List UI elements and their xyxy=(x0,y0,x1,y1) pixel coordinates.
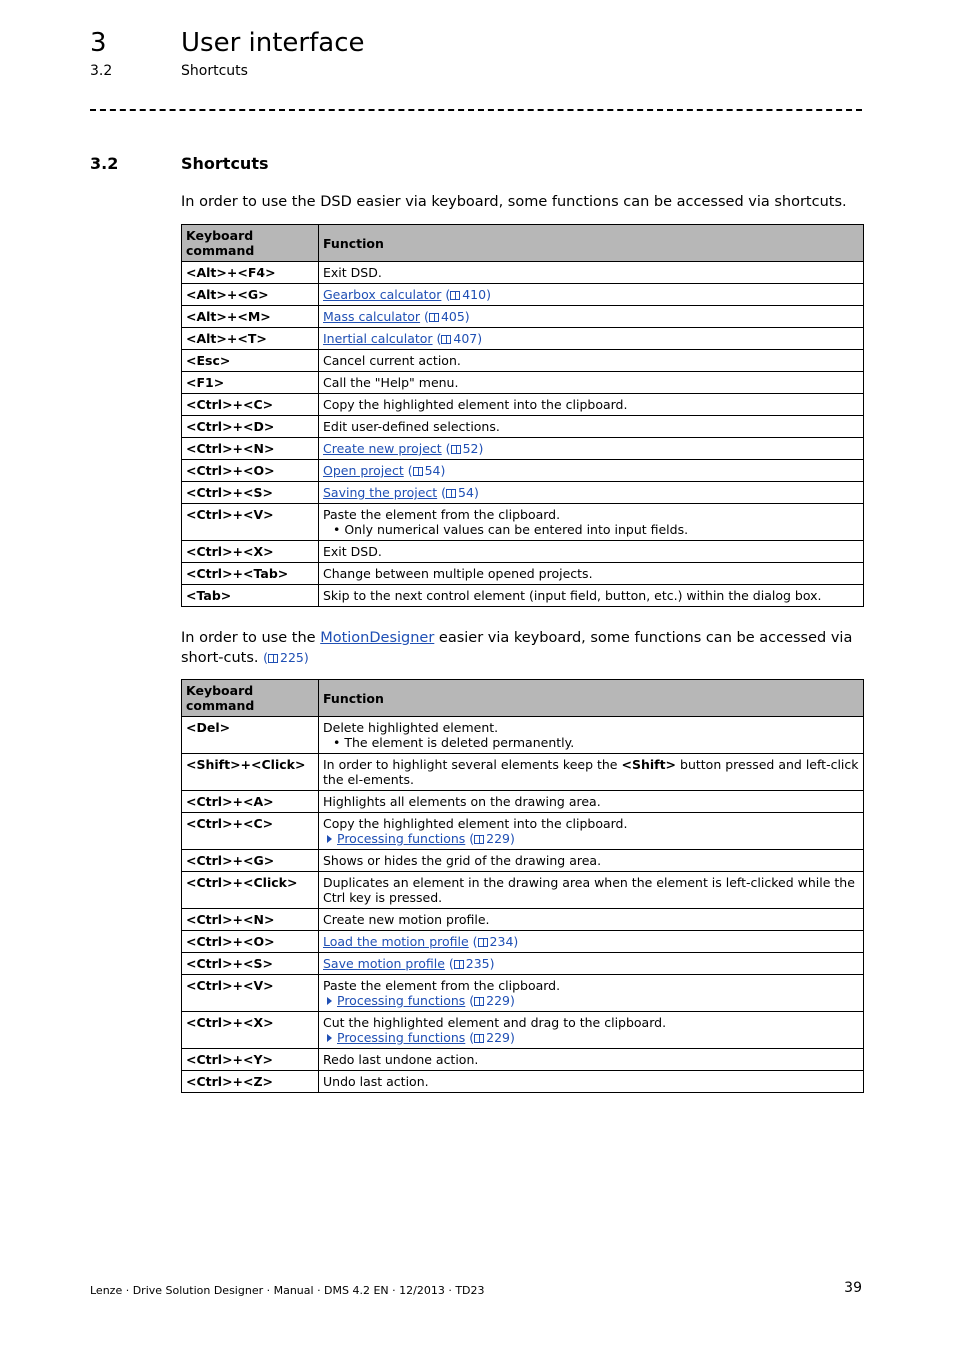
table-row xyxy=(182,460,864,482)
section-header-title: Shortcuts xyxy=(181,63,248,79)
function-cell xyxy=(319,850,864,872)
keyboard-command: <F1> xyxy=(182,372,319,394)
intro2-text-after: easier via keyboard, some functions can be accessed via short-cuts. xyxy=(181,630,853,666)
table-row xyxy=(182,585,864,607)
function-text: Highlights all elements on the drawing area. xyxy=(323,794,601,809)
function-text: Paste the element from the clipboard. xyxy=(323,978,561,993)
page-reference[interactable]: ( 54) xyxy=(403,463,446,478)
book-icon xyxy=(454,960,464,969)
book-icon xyxy=(451,445,461,454)
page-ref-number: 229 xyxy=(486,1030,511,1045)
page-reference[interactable]: ( 229) xyxy=(465,1030,515,1045)
keyboard-command: <Ctrl>+<X> xyxy=(182,1012,319,1049)
function-text: Redo last undone action. xyxy=(323,1052,479,1067)
page-number: 39 xyxy=(844,1280,862,1296)
function-text: Exit DSD. xyxy=(323,544,382,559)
page-ref-number: 229 xyxy=(486,831,511,846)
keyboard-command: <Ctrl>+<S> xyxy=(182,482,319,504)
function-text: Cut the highlighted element and drag to the clipboard. xyxy=(323,1015,667,1030)
cross-reference xyxy=(323,993,859,1008)
keyboard-command: <Ctrl>+<N> xyxy=(182,909,319,931)
table-row xyxy=(182,306,864,328)
table-row xyxy=(182,872,864,909)
footer-text: Lenze · Drive Solution Designer · Manual · DMS 4.2 EN · 12/2013 · TD23 xyxy=(90,1284,485,1297)
table-row xyxy=(182,1071,864,1093)
page-ref-number: 52 xyxy=(462,441,479,456)
arrow-right-icon xyxy=(327,835,332,843)
page-reference[interactable]: ( 410) xyxy=(441,287,491,302)
page-ref-number: 225 xyxy=(280,650,304,665)
function-cell xyxy=(319,372,864,394)
intro2-text-before: In order to use the xyxy=(181,630,321,646)
table-row xyxy=(182,1049,864,1071)
function-text: Shows or hides the grid of the drawing area. xyxy=(323,853,602,868)
book-icon xyxy=(413,467,423,476)
table-row xyxy=(182,541,864,563)
book-icon xyxy=(474,1034,484,1043)
page-reference[interactable]: ( 407) xyxy=(432,331,483,346)
table-row xyxy=(182,262,864,284)
function-text: Paste the element from the clipboard. xyxy=(323,507,561,522)
function-cell xyxy=(319,813,864,850)
dsd-shortcuts-table xyxy=(181,224,864,607)
page-ref-number: 234 xyxy=(489,934,514,949)
keyboard-command: <Ctrl>+<C> xyxy=(182,394,319,416)
table-row xyxy=(182,931,864,953)
keyboard-command: <Ctrl>+<A> xyxy=(182,791,319,813)
function-cell xyxy=(319,872,864,909)
function-note: • Only numerical values can be entered into input fields. xyxy=(333,522,689,537)
book-icon xyxy=(446,489,456,498)
book-icon xyxy=(441,335,451,344)
function-cell xyxy=(319,717,864,754)
cross-reference-link[interactable]: Processing functions xyxy=(337,831,466,846)
page-reference[interactable]: ( 235) xyxy=(444,956,495,971)
keyboard-command: <Esc> xyxy=(182,350,319,372)
keyboard-command: <Ctrl>+<Y> xyxy=(182,1049,319,1071)
cross-reference-link[interactable]: Processing functions xyxy=(337,1030,466,1045)
table-row xyxy=(182,791,864,813)
function-cell xyxy=(319,350,864,372)
function-cell xyxy=(319,416,864,438)
function-link[interactable]: Inertial calculator xyxy=(323,331,433,346)
motiondesigner-shortcuts-table xyxy=(181,679,864,1093)
function-text: Copy the highlighted element into the clipboard. xyxy=(323,816,628,831)
keyboard-command: <Ctrl>+<Z> xyxy=(182,1071,319,1093)
keyboard-command: <Ctrl>+<N> xyxy=(182,438,319,460)
function-cell xyxy=(319,931,864,953)
keyboard-command: <Ctrl>+<G> xyxy=(182,850,319,872)
motiondesigner-link[interactable]: MotionDesigner xyxy=(320,630,435,646)
column-header-function: Function xyxy=(319,680,864,717)
function-cell xyxy=(319,975,864,1012)
function-text: Copy the highlighted element into the clipboard. xyxy=(323,397,628,412)
table-row xyxy=(182,975,864,1012)
function-cell xyxy=(319,438,864,460)
table-row xyxy=(182,438,864,460)
book-icon xyxy=(474,835,484,844)
column-header-keyboard-command: Keyboard command xyxy=(182,680,319,717)
function-link[interactable]: Gearbox calculator xyxy=(323,287,442,302)
keyboard-command: <Alt>+<G> xyxy=(182,284,319,306)
function-cell xyxy=(319,306,864,328)
function-text: Duplicates an element in the drawing area when the element is left-clicked while the Ctrl key is pressed. xyxy=(323,875,855,905)
function-cell xyxy=(319,482,864,504)
keyboard-command: <Ctrl>+<O> xyxy=(182,460,319,482)
keyboard-command: <Alt>+<F4> xyxy=(182,262,319,284)
page-reference[interactable]: ( 229) xyxy=(465,993,515,1008)
table-row xyxy=(182,372,864,394)
function-link[interactable]: Save motion profile xyxy=(323,956,445,971)
function-text: Create new motion profile. xyxy=(323,912,490,927)
page-reference[interactable]: ( 54) xyxy=(437,485,479,500)
function-text: Cancel current action. xyxy=(323,353,461,368)
page-ref-number: 410 xyxy=(462,287,487,302)
key-name: <Shift> xyxy=(621,757,677,772)
table-row xyxy=(182,909,864,931)
keyboard-command: <Ctrl>+<O> xyxy=(182,931,319,953)
section-header-number: 3.2 xyxy=(90,63,113,79)
function-cell xyxy=(319,585,864,607)
page-ref-number: 229 xyxy=(486,993,511,1008)
keyboard-command: <Shift>+<Click> xyxy=(182,754,319,791)
header-separator xyxy=(90,109,862,111)
function-link[interactable]: Open project xyxy=(323,463,404,478)
function-link[interactable]: Saving the project xyxy=(323,485,438,500)
function-cell xyxy=(319,1049,864,1071)
page-ref-number: 407 xyxy=(453,331,478,346)
function-cell xyxy=(319,460,864,482)
function-text: Skip to the next control element (input field, button, etc.) within the dialog box. xyxy=(323,588,822,603)
keyboard-command: <Ctrl>+<D> xyxy=(182,416,319,438)
table-row xyxy=(182,953,864,975)
keyboard-command: <Alt>+<T> xyxy=(182,328,319,350)
intro-paragraph-motiondesigner xyxy=(181,628,864,668)
table-header-row xyxy=(182,225,864,262)
table-row xyxy=(182,284,864,306)
function-link[interactable]: Mass calculator xyxy=(323,309,421,324)
table-row xyxy=(182,482,864,504)
function-cell xyxy=(319,953,864,975)
column-header-function: Function xyxy=(319,225,864,262)
function-cell xyxy=(319,541,864,563)
keyboard-command: <Ctrl>+<V> xyxy=(182,975,319,1012)
table-row xyxy=(182,813,864,850)
page-reference[interactable]: ( 405) xyxy=(420,309,470,324)
function-text: Undo last action. xyxy=(323,1074,429,1089)
table-row xyxy=(182,328,864,350)
keyboard-command: <Alt>+<M> xyxy=(182,306,319,328)
function-cell xyxy=(319,262,864,284)
page-reference[interactable]: ( 234) xyxy=(468,934,519,949)
function-cell xyxy=(319,328,864,350)
function-cell xyxy=(319,284,864,306)
page-reference[interactable]: ( 225) xyxy=(263,650,309,665)
keyboard-command: <Ctrl>+<X> xyxy=(182,541,319,563)
cross-reference xyxy=(323,1030,859,1045)
keyboard-command: <Del> xyxy=(182,717,319,754)
chapter-number: 3 xyxy=(90,28,107,58)
function-cell xyxy=(319,1071,864,1093)
function-cell xyxy=(319,909,864,931)
keyboard-command: <Tab> xyxy=(182,585,319,607)
page-ref-number: 54 xyxy=(424,463,441,478)
arrow-right-icon xyxy=(327,1034,332,1042)
keyboard-command: <Ctrl>+<C> xyxy=(182,813,319,850)
section-title: Shortcuts xyxy=(181,154,269,173)
page-reference[interactable]: ( 229) xyxy=(465,831,515,846)
chapter-title: User interface xyxy=(181,28,365,58)
function-cell xyxy=(319,754,864,791)
function-cell xyxy=(319,504,864,541)
table-row xyxy=(182,394,864,416)
section-number: 3.2 xyxy=(90,154,119,173)
book-icon xyxy=(474,997,484,1006)
function-note: • The element is deleted permanently. xyxy=(333,735,575,750)
table-row xyxy=(182,717,864,754)
table-row xyxy=(182,350,864,372)
page-ref-number: 405 xyxy=(440,309,465,324)
keyboard-command: <Ctrl>+<Click> xyxy=(182,872,319,909)
table-row xyxy=(182,850,864,872)
function-text: Call the "Help" menu. xyxy=(323,375,459,390)
function-cell xyxy=(319,791,864,813)
function-text: Delete highlighted element. xyxy=(323,720,499,735)
book-icon xyxy=(450,291,460,300)
function-cell xyxy=(319,1012,864,1049)
function-link[interactable]: Load the motion profile xyxy=(323,934,469,949)
function-text: In order to highlight several elements keep the xyxy=(323,757,622,772)
table-row xyxy=(182,1012,864,1049)
arrow-right-icon xyxy=(327,997,332,1005)
function-cell xyxy=(319,394,864,416)
table-row xyxy=(182,563,864,585)
keyboard-command: <Ctrl>+<V> xyxy=(182,504,319,541)
book-icon xyxy=(268,654,278,663)
page-reference[interactable]: ( 52) xyxy=(441,441,484,456)
keyboard-command: <Ctrl>+<S> xyxy=(182,953,319,975)
function-text-cont: button pressed and left-click the el-ements. xyxy=(323,757,859,787)
table-header-row xyxy=(182,680,864,717)
intro-paragraph-dsd: In order to use the DSD easier via keyboard, some functions can be accessed via shortcuts. xyxy=(181,194,847,210)
table-row xyxy=(182,416,864,438)
column-header-keyboard-command: Keyboard command xyxy=(182,225,319,262)
page-ref-number: 54 xyxy=(458,485,474,500)
table-row xyxy=(182,754,864,791)
function-cell xyxy=(319,563,864,585)
cross-reference-link[interactable]: Processing functions xyxy=(337,993,466,1008)
function-text: Change between multiple opened projects. xyxy=(323,566,593,581)
page-ref-number: 235 xyxy=(465,956,490,971)
keyboard-command: <Ctrl>+<Tab> xyxy=(182,563,319,585)
function-text: Exit DSD. xyxy=(323,265,382,280)
cross-reference xyxy=(323,831,859,846)
table-row xyxy=(182,504,864,541)
book-icon xyxy=(478,938,488,947)
function-link[interactable]: Create new project xyxy=(323,441,442,456)
book-icon xyxy=(429,313,439,322)
function-text: Edit user-defined selections. xyxy=(323,419,500,434)
